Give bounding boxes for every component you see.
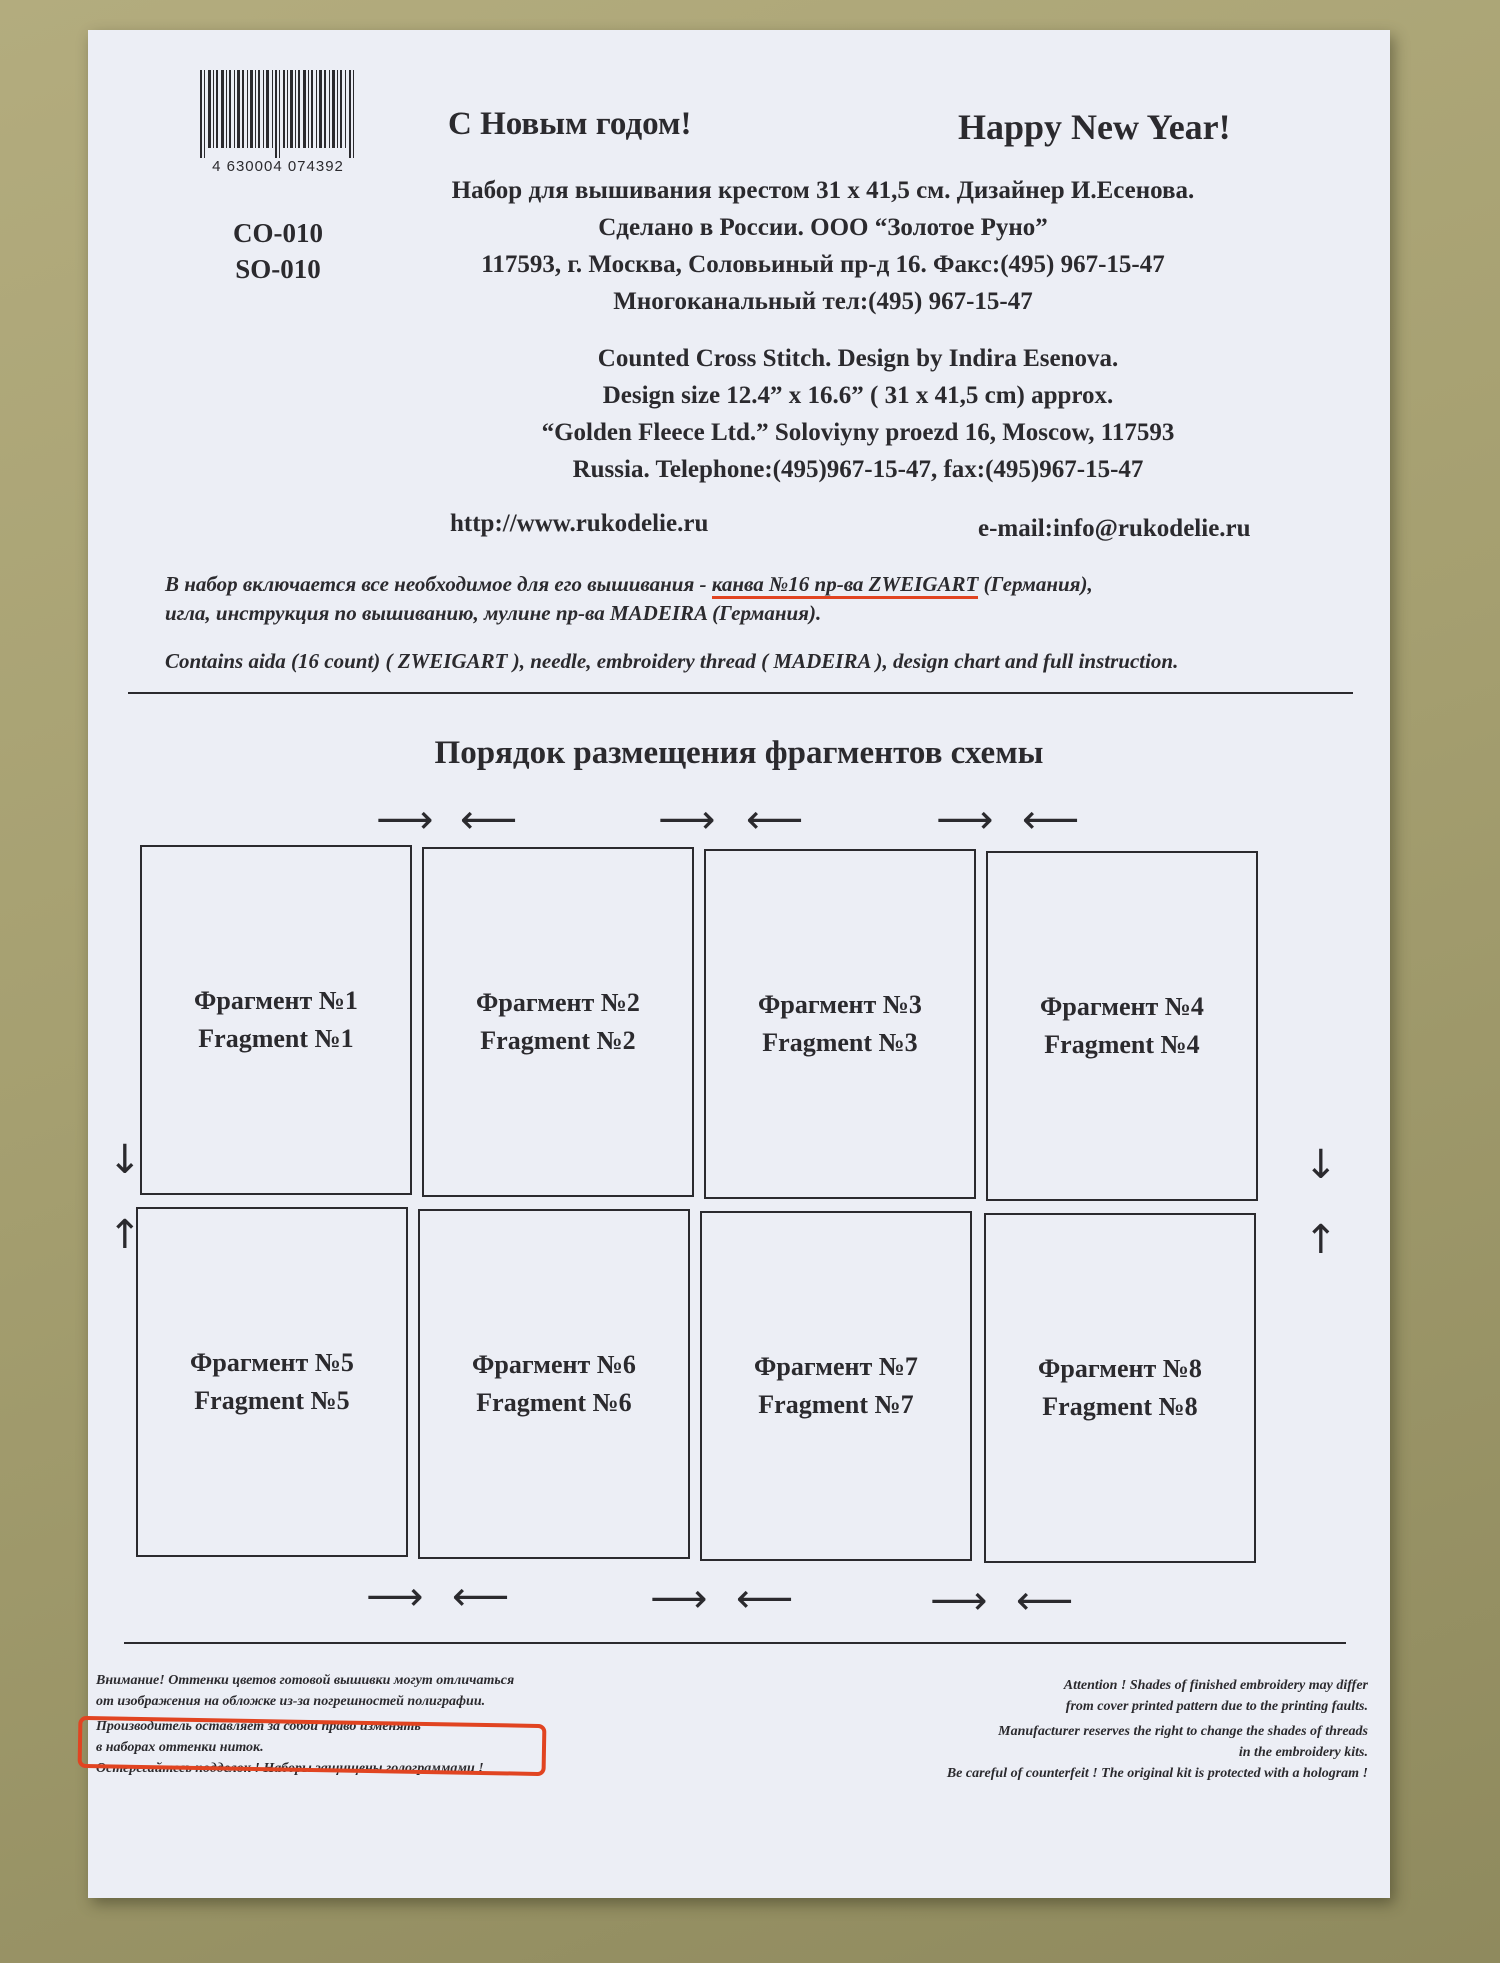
arrow-right-icon: ⟶ bbox=[930, 1578, 988, 1624]
fragment-6 bbox=[418, 1209, 690, 1559]
footer-en-line: Be careful of counterfeit ! The original kit is protected with a hologram ! bbox=[946, 1766, 1368, 1781]
arrow-up-icon: ↑ bbox=[108, 1212, 142, 1258]
info-ru-line: Многоканальный тел:(495) 967-15-47 bbox=[613, 288, 1033, 315]
fragment-ru-label: Фрагмент №6 bbox=[472, 1350, 636, 1379]
arrow-right-icon: ⟶ bbox=[650, 1576, 708, 1622]
arrow-right-icon: ⟶ bbox=[376, 797, 434, 843]
fragment-ru-label: Фрагмент №4 bbox=[1040, 992, 1204, 1021]
kit-contents-ru-text: В набор включается все необходимое для его вышивания - bbox=[165, 572, 712, 596]
barcode-bars bbox=[198, 70, 358, 158]
info-ru-line: Набор для вышивания крестом 31 х 41,5 см. Дизайнер И.Есенова. bbox=[451, 177, 1195, 204]
info-en-line: Design size 12.4” x 16.6” ( 31 x 41,5 cm) approx. bbox=[602, 382, 1114, 409]
fragment-ru-label: Фрагмент №5 bbox=[190, 1348, 354, 1377]
footer-notice-en bbox=[808, 1675, 1368, 1784]
footer-en-line: in the embroidery kits. bbox=[1238, 1745, 1368, 1760]
footer-ru-line: в наборах оттенки ниток. bbox=[96, 1740, 264, 1755]
kit-contents-en: Contains aida (16 count) ( ZWEIGART ), needle, embroidery thread ( MADEIRA ), design chart and full instruction. bbox=[165, 649, 1179, 673]
fragment-en-label: Fragment №6 bbox=[476, 1388, 632, 1417]
arrow-left-icon: ⟵ bbox=[1022, 797, 1080, 843]
title-en: Happy New Year! bbox=[958, 107, 1231, 147]
footer-en-line: Manufacturer reserves the right to change the shades of threads bbox=[998, 1724, 1368, 1739]
article-code-ru: CO-010 bbox=[233, 218, 323, 248]
info-ru-line: Сделано в России. ООО “Золотое Руно” bbox=[598, 214, 1048, 241]
arrow-left-icon: ⟵ bbox=[452, 1574, 510, 1620]
kit-contents-ru-text: (Германия), bbox=[978, 572, 1093, 596]
fragment-en-label: Fragment №2 bbox=[480, 1026, 636, 1055]
fragment-en-label: Fragment №7 bbox=[758, 1390, 914, 1419]
fragment-5 bbox=[136, 1207, 408, 1557]
arrow-left-icon: ⟵ bbox=[460, 797, 518, 843]
arrow-left-icon: ⟵ bbox=[746, 797, 804, 843]
fragment-7 bbox=[700, 1211, 972, 1561]
fragment-ru-label: Фрагмент №8 bbox=[1038, 1354, 1202, 1383]
arrow-right-icon: ⟶ bbox=[366, 1574, 424, 1620]
barcode-digits: 4 630004 074392 bbox=[212, 158, 344, 175]
fragment-ru-label: Фрагмент №3 bbox=[758, 990, 922, 1019]
highlight-oval bbox=[78, 1716, 547, 1776]
fragment-2 bbox=[422, 847, 694, 1197]
fragment-en-label: Fragment №1 bbox=[198, 1024, 354, 1053]
arrow-right-icon: ⟶ bbox=[936, 797, 994, 843]
fragment-8 bbox=[984, 1213, 1256, 1563]
info-en bbox=[478, 340, 1238, 488]
arrow-left-icon: ⟵ bbox=[1016, 1578, 1074, 1624]
fragment-en-label: Fragment №4 bbox=[1044, 1030, 1200, 1059]
divider bbox=[124, 1642, 1346, 1644]
kit-contents-ru-text: игла, инструкция по вышиванию, мулине пр-ва MADEIRA (Германия). bbox=[165, 601, 822, 625]
info-en-line: Russia. Telephone:(495)967-15-47, fax:(495)967-15-47 bbox=[572, 456, 1144, 483]
title-ru: С Новым годом! bbox=[448, 106, 692, 142]
barcode bbox=[198, 70, 358, 178]
fragment-ru-label: Фрагмент №1 bbox=[194, 986, 358, 1015]
layout-title: Порядок размещения фрагментов схемы bbox=[434, 735, 1044, 771]
footer-ru-line: от изображения на обложке из-за погрешностей полиграфии. bbox=[96, 1694, 486, 1709]
arrow-up-icon: ↑ bbox=[1304, 1217, 1338, 1263]
article-codes bbox=[198, 215, 358, 287]
arrow-down-icon: ↓ bbox=[108, 1137, 142, 1183]
fragment-3 bbox=[704, 849, 976, 1199]
info-ru-line: 117593, г. Москва, Соловьиный пр-д 16. Факс:(495) 967-15-47 bbox=[481, 251, 1165, 278]
fragment-en-label: Fragment №3 bbox=[762, 1028, 918, 1057]
arrow-left-icon: ⟵ bbox=[736, 1576, 794, 1622]
divider bbox=[128, 692, 1353, 694]
fragment-4 bbox=[986, 851, 1258, 1201]
arrow-down-icon: ↓ bbox=[1304, 1142, 1338, 1188]
fragment-1 bbox=[140, 845, 412, 1195]
highlighted-canvas-text: канва №16 пр-ва ZWEIGART bbox=[712, 572, 979, 599]
footer-ru-line: Остерегайтесь подделок ! Наборы защищены голограммами ! bbox=[96, 1761, 484, 1776]
fragment-ru-label: Фрагмент №7 bbox=[754, 1352, 918, 1381]
info-en-line: “Golden Fleece Ltd.” Soloviyny proezd 16, Moscow, 117593 bbox=[541, 419, 1175, 446]
footer-ru-line: Производитель оставляет за собой право изменять bbox=[96, 1719, 421, 1734]
email-link[interactable]: e-mail:info@rukodelie.ru bbox=[978, 515, 1251, 542]
fragment-en-label: Fragment №5 bbox=[194, 1386, 350, 1415]
fragment-ru-label: Фрагмент №2 bbox=[476, 988, 640, 1017]
info-en-line: Counted Cross Stitch. Design by Indira Esenova. bbox=[597, 345, 1119, 372]
arrow-right-icon: ⟶ bbox=[658, 797, 716, 843]
website-link[interactable]: http://www.rukodelie.ru bbox=[450, 510, 709, 537]
info-ru bbox=[388, 172, 1258, 320]
footer-ru-line: Внимание! Оттенки цветов готовой вышивки могут отличаться bbox=[96, 1673, 515, 1688]
kit-contents-ru bbox=[165, 570, 1315, 628]
footer-en-line: Attention ! Shades of finished embroidery may differ bbox=[1063, 1678, 1368, 1693]
fragment-en-label: Fragment №8 bbox=[1042, 1392, 1198, 1421]
article-code-en: SO-010 bbox=[235, 254, 321, 284]
instruction-sheet bbox=[88, 30, 1390, 1898]
footer-en-line: from cover printed pattern due to the printing faults. bbox=[1065, 1699, 1368, 1714]
